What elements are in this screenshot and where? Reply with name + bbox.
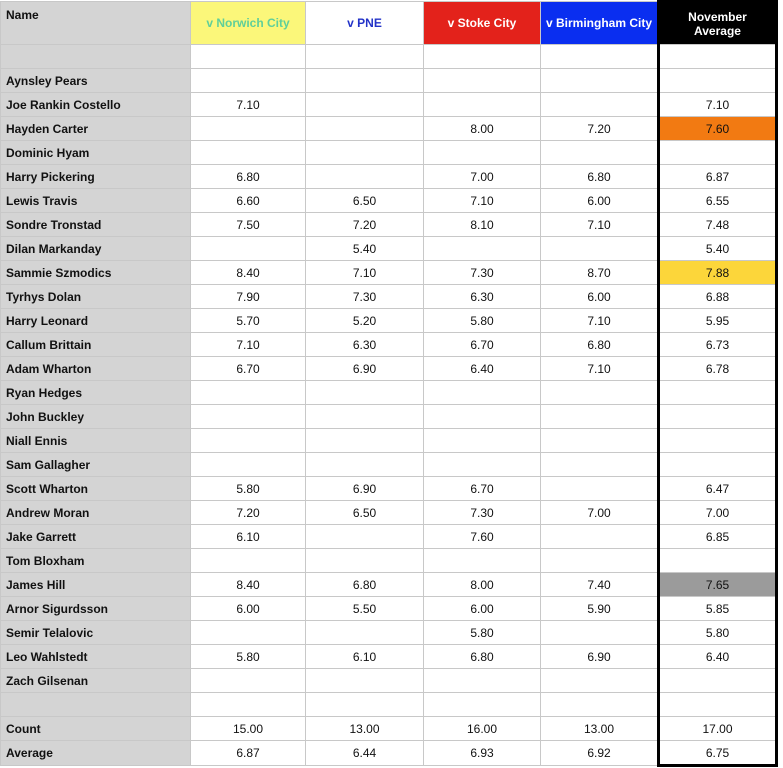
score-cell[interactable]: 7.10 — [191, 333, 306, 357]
score-cell[interactable] — [424, 141, 541, 165]
score-cell[interactable] — [541, 381, 659, 405]
table-row — [1, 93, 783, 117]
score-cell[interactable] — [424, 93, 541, 117]
score-cell[interactable] — [191, 693, 306, 717]
table-row — [1, 477, 783, 501]
player-name[interactable]: James Hill — [1, 573, 191, 597]
summary-label[interactable]: Count — [1, 717, 191, 741]
gap-cell — [777, 69, 783, 93]
gap-cell — [777, 453, 783, 477]
gap-cell — [777, 645, 783, 669]
table-row — [1, 525, 783, 549]
score-cell[interactable] — [191, 117, 306, 141]
score-cell[interactable]: 7.00 — [424, 165, 541, 189]
average-cell[interactable] — [659, 141, 777, 165]
average-cell[interactable]: 5.40 — [659, 237, 777, 261]
score-cell[interactable] — [306, 117, 424, 141]
average-cell[interactable]: 7.48 — [659, 213, 777, 237]
average-cell[interactable] — [659, 549, 777, 573]
average-cell[interactable] — [659, 69, 777, 93]
player-name[interactable]: John Buckley — [1, 405, 191, 429]
score-cell[interactable] — [424, 453, 541, 477]
score-cell[interactable]: 7.10 — [424, 189, 541, 213]
score-cell[interactable]: 7.10 — [541, 357, 659, 381]
score-cell[interactable] — [541, 549, 659, 573]
average-cell[interactable]: 7.60 — [659, 117, 777, 141]
score-cell[interactable]: 7.00 — [541, 501, 659, 525]
summary-average-cell[interactable]: 17.00 — [659, 717, 777, 741]
average-cell[interactable] — [659, 45, 777, 69]
player-name[interactable]: Ryan Hedges — [1, 381, 191, 405]
gap-cell — [777, 525, 783, 549]
player-name[interactable]: Sondre Tronstad — [1, 213, 191, 237]
score-cell[interactable]: 6.90 — [306, 477, 424, 501]
table-row — [1, 381, 783, 405]
table-row — [1, 429, 783, 453]
table-body — [1, 45, 783, 766]
score-cell[interactable]: 6.70 — [424, 477, 541, 501]
average-cell[interactable] — [659, 693, 777, 717]
gap-cell — [777, 477, 783, 501]
score-cell[interactable]: 5.20 — [306, 309, 424, 333]
score-cell[interactable] — [306, 669, 424, 693]
table-row — [1, 405, 783, 429]
gap-cell — [777, 405, 783, 429]
score-cell[interactable] — [306, 621, 424, 645]
score-cell[interactable]: 6.60 — [191, 189, 306, 213]
score-cell[interactable]: 6.30 — [424, 285, 541, 309]
summary-cell[interactable]: 13.00 — [306, 717, 424, 741]
score-cell[interactable]: 7.10 — [541, 213, 659, 237]
score-cell[interactable] — [191, 381, 306, 405]
gap-cell — [777, 117, 783, 141]
score-cell[interactable]: 8.00 — [424, 573, 541, 597]
summary-cell[interactable]: 6.87 — [191, 741, 306, 766]
score-cell[interactable]: 6.90 — [541, 645, 659, 669]
average-cell[interactable]: 6.85 — [659, 525, 777, 549]
player-name[interactable]: Callum Brittain — [1, 333, 191, 357]
average-cell[interactable] — [659, 429, 777, 453]
gap-cell — [777, 285, 783, 309]
score-cell[interactable] — [541, 93, 659, 117]
score-cell[interactable]: 7.10 — [191, 93, 306, 117]
score-cell[interactable]: 7.20 — [191, 501, 306, 525]
table-row — [1, 333, 783, 357]
score-cell[interactable] — [541, 405, 659, 429]
score-cell[interactable] — [424, 381, 541, 405]
table-row — [1, 597, 783, 621]
summary-cell[interactable]: 13.00 — [541, 717, 659, 741]
player-name[interactable]: Zach Gilsenan — [1, 669, 191, 693]
player-name[interactable]: Dominic Hyam — [1, 141, 191, 165]
score-cell[interactable]: 6.90 — [306, 357, 424, 381]
gap-cell — [777, 237, 783, 261]
average-cell[interactable]: 6.87 — [659, 165, 777, 189]
blank-row — [1, 693, 783, 717]
score-cell[interactable]: 7.30 — [424, 501, 541, 525]
score-cell[interactable] — [306, 141, 424, 165]
gap-cell — [777, 621, 783, 645]
score-cell[interactable]: 6.50 — [306, 189, 424, 213]
gap-cell — [777, 261, 783, 285]
score-cell[interactable] — [541, 477, 659, 501]
average-cell[interactable]: 6.55 — [659, 189, 777, 213]
score-cell[interactable]: 8.40 — [191, 261, 306, 285]
score-cell[interactable] — [306, 525, 424, 549]
average-cell[interactable]: 7.65 — [659, 573, 777, 597]
table-row — [1, 549, 783, 573]
score-cell[interactable] — [306, 405, 424, 429]
score-cell[interactable] — [306, 429, 424, 453]
score-cell[interactable]: 6.80 — [541, 165, 659, 189]
player-name[interactable]: Harry Leonard — [1, 309, 191, 333]
score-cell[interactable]: 5.90 — [541, 597, 659, 621]
gap-cell — [777, 93, 783, 117]
score-cell[interactable]: 6.70 — [424, 333, 541, 357]
score-cell[interactable]: 6.80 — [306, 573, 424, 597]
score-cell[interactable]: 7.30 — [306, 285, 424, 309]
summary-label[interactable]: Average — [1, 741, 191, 766]
summary-cell[interactable]: 16.00 — [424, 717, 541, 741]
header-norwich[interactable]: v Norwich City — [191, 2, 306, 45]
table-row — [1, 453, 783, 477]
table-row — [1, 141, 783, 165]
gap-cell — [777, 2, 783, 45]
score-cell[interactable]: 7.10 — [306, 261, 424, 285]
player-name[interactable]: Dilan Markanday — [1, 237, 191, 261]
average-cell[interactable]: 7.10 — [659, 93, 777, 117]
score-cell[interactable] — [541, 669, 659, 693]
header-birmingham[interactable]: v Birmingham City — [541, 2, 659, 45]
score-cell[interactable] — [424, 45, 541, 69]
gap-cell — [777, 357, 783, 381]
score-cell[interactable] — [306, 693, 424, 717]
score-cell[interactable]: 6.00 — [424, 597, 541, 621]
score-cell[interactable] — [541, 453, 659, 477]
header-stoke[interactable]: v Stoke City — [424, 2, 541, 45]
score-cell[interactable]: 6.30 — [306, 333, 424, 357]
gap-cell — [777, 45, 783, 69]
score-cell[interactable] — [541, 69, 659, 93]
summary-cell[interactable]: 15.00 — [191, 717, 306, 741]
blank-row — [1, 45, 783, 69]
header-pne[interactable]: v PNE — [306, 2, 424, 45]
average-cell[interactable] — [659, 405, 777, 429]
summary-average-cell[interactable]: 6.75 — [659, 741, 777, 766]
player-name[interactable]: Hayden Carter — [1, 117, 191, 141]
score-cell[interactable] — [191, 549, 306, 573]
score-cell[interactable] — [191, 453, 306, 477]
score-cell[interactable] — [191, 669, 306, 693]
table-row — [1, 501, 783, 525]
score-cell[interactable] — [424, 237, 541, 261]
table-row — [1, 165, 783, 189]
table-row — [1, 261, 783, 285]
score-cell[interactable] — [306, 93, 424, 117]
score-cell[interactable]: 6.80 — [541, 333, 659, 357]
score-cell[interactable]: 7.50 — [191, 213, 306, 237]
player-name[interactable]: Joe Rankin Costello — [1, 93, 191, 117]
average-cell[interactable] — [659, 381, 777, 405]
score-cell[interactable] — [541, 141, 659, 165]
gap-cell — [777, 669, 783, 693]
score-cell[interactable] — [191, 141, 306, 165]
score-cell[interactable]: 5.80 — [424, 621, 541, 645]
player-name[interactable]: Harry Pickering — [1, 165, 191, 189]
header-average-line2: Average — [694, 23, 741, 38]
table-row — [1, 117, 783, 141]
average-cell[interactable] — [659, 453, 777, 477]
score-cell[interactable] — [424, 693, 541, 717]
summary-row — [1, 741, 783, 766]
score-cell[interactable] — [541, 45, 659, 69]
player-name[interactable]: Leo Wahlstedt — [1, 645, 191, 669]
score-cell[interactable] — [306, 45, 424, 69]
score-cell[interactable]: 5.80 — [191, 477, 306, 501]
gap-cell — [777, 501, 783, 525]
player-name[interactable]: Aynsley Pears — [1, 69, 191, 93]
score-cell[interactable] — [541, 237, 659, 261]
score-cell[interactable] — [191, 429, 306, 453]
average-cell[interactable] — [659, 669, 777, 693]
score-cell[interactable]: 8.70 — [541, 261, 659, 285]
score-cell[interactable]: 6.10 — [191, 525, 306, 549]
score-cell[interactable]: 6.80 — [191, 165, 306, 189]
gap-cell — [777, 381, 783, 405]
score-cell[interactable] — [191, 405, 306, 429]
score-cell[interactable]: 6.00 — [541, 285, 659, 309]
gap-cell — [777, 213, 783, 237]
header-average-line1: November — [688, 9, 747, 24]
score-cell[interactable] — [306, 165, 424, 189]
average-cell[interactable]: 7.00 — [659, 501, 777, 525]
summary-cell[interactable]: 6.93 — [424, 741, 541, 766]
score-cell[interactable]: 7.10 — [541, 309, 659, 333]
score-cell[interactable]: 8.00 — [424, 117, 541, 141]
gap-cell — [777, 717, 783, 741]
score-cell[interactable] — [306, 69, 424, 93]
score-cell[interactable] — [191, 45, 306, 69]
score-cell[interactable] — [541, 429, 659, 453]
score-cell[interactable]: 5.80 — [191, 645, 306, 669]
score-cell[interactable] — [306, 381, 424, 405]
gap-cell — [777, 165, 783, 189]
score-cell[interactable]: 7.60 — [424, 525, 541, 549]
score-cell[interactable]: 6.00 — [541, 189, 659, 213]
table-row — [1, 621, 783, 645]
gap-cell — [777, 429, 783, 453]
name-cell[interactable] — [1, 693, 191, 717]
score-cell[interactable]: 5.70 — [191, 309, 306, 333]
gap-cell — [777, 309, 783, 333]
player-name[interactable]: Andrew Moran — [1, 501, 191, 525]
table-row — [1, 213, 783, 237]
header-row — [1, 2, 783, 45]
gap-cell — [777, 549, 783, 573]
average-cell[interactable]: 6.73 — [659, 333, 777, 357]
score-cell[interactable]: 7.20 — [541, 117, 659, 141]
table-row — [1, 69, 783, 93]
player-name[interactable]: Sam Gallagher — [1, 453, 191, 477]
player-name[interactable]: Arnor Sigurdsson — [1, 597, 191, 621]
score-cell[interactable]: 7.20 — [306, 213, 424, 237]
score-cell[interactable]: 7.40 — [541, 573, 659, 597]
header-november-average[interactable] — [659, 2, 777, 45]
score-cell[interactable]: 5.80 — [424, 309, 541, 333]
summary-row — [1, 717, 783, 741]
gap-cell — [777, 693, 783, 717]
score-cell[interactable] — [191, 621, 306, 645]
summary-cell[interactable]: 6.92 — [541, 741, 659, 766]
score-cell[interactable]: 7.90 — [191, 285, 306, 309]
score-cell[interactable]: 8.10 — [424, 213, 541, 237]
score-cell[interactable] — [424, 69, 541, 93]
score-cell[interactable] — [424, 405, 541, 429]
header-name[interactable]: Name — [1, 2, 191, 45]
table-row — [1, 309, 783, 333]
gap-cell — [777, 333, 783, 357]
score-cell[interactable] — [424, 669, 541, 693]
table-row — [1, 237, 783, 261]
score-cell[interactable] — [424, 429, 541, 453]
score-cell[interactable]: 6.10 — [306, 645, 424, 669]
average-cell[interactable]: 6.78 — [659, 357, 777, 381]
score-cell[interactable] — [541, 693, 659, 717]
average-cell[interactable]: 7.88 — [659, 261, 777, 285]
score-cell[interactable] — [541, 621, 659, 645]
average-cell[interactable]: 5.80 — [659, 621, 777, 645]
player-name[interactable]: Scott Wharton — [1, 477, 191, 501]
score-cell[interactable] — [424, 549, 541, 573]
score-cell[interactable]: 6.70 — [191, 357, 306, 381]
table-row — [1, 285, 783, 309]
average-cell[interactable]: 6.47 — [659, 477, 777, 501]
player-name[interactable]: Semir Telalovic — [1, 621, 191, 645]
score-cell[interactable]: 5.40 — [306, 237, 424, 261]
average-cell[interactable]: 5.95 — [659, 309, 777, 333]
score-cell[interactable]: 6.40 — [424, 357, 541, 381]
name-cell[interactable] — [1, 45, 191, 69]
score-cell[interactable]: 8.40 — [191, 573, 306, 597]
table-row — [1, 573, 783, 597]
average-cell[interactable]: 6.88 — [659, 285, 777, 309]
average-cell[interactable]: 5.85 — [659, 597, 777, 621]
summary-cell[interactable]: 6.44 — [306, 741, 424, 766]
score-cell[interactable] — [191, 69, 306, 93]
score-cell[interactable]: 6.00 — [191, 597, 306, 621]
table-row — [1, 189, 783, 213]
player-name[interactable]: Sammie Szmodics — [1, 261, 191, 285]
player-name[interactable]: Lewis Travis — [1, 189, 191, 213]
gap-cell — [777, 141, 783, 165]
table-row — [1, 669, 783, 693]
score-cell[interactable]: 5.50 — [306, 597, 424, 621]
table-row — [1, 645, 783, 669]
player-name[interactable]: Adam Wharton — [1, 357, 191, 381]
player-name[interactable]: Tom Bloxham — [1, 549, 191, 573]
gap-cell — [777, 597, 783, 621]
score-cell[interactable] — [306, 549, 424, 573]
score-cell[interactable]: 6.50 — [306, 501, 424, 525]
player-name[interactable]: Niall Ennis — [1, 429, 191, 453]
score-cell[interactable]: 6.80 — [424, 645, 541, 669]
score-cell[interactable] — [541, 525, 659, 549]
player-name[interactable]: Jake Garrett — [1, 525, 191, 549]
gap-cell — [777, 573, 783, 597]
score-cell[interactable] — [191, 237, 306, 261]
gap-cell — [777, 741, 783, 766]
average-cell[interactable]: 6.40 — [659, 645, 777, 669]
player-name[interactable]: Tyrhys Dolan — [1, 285, 191, 309]
score-cell[interactable]: 7.30 — [424, 261, 541, 285]
score-cell[interactable] — [306, 453, 424, 477]
gap-cell — [777, 189, 783, 213]
table-row — [1, 357, 783, 381]
